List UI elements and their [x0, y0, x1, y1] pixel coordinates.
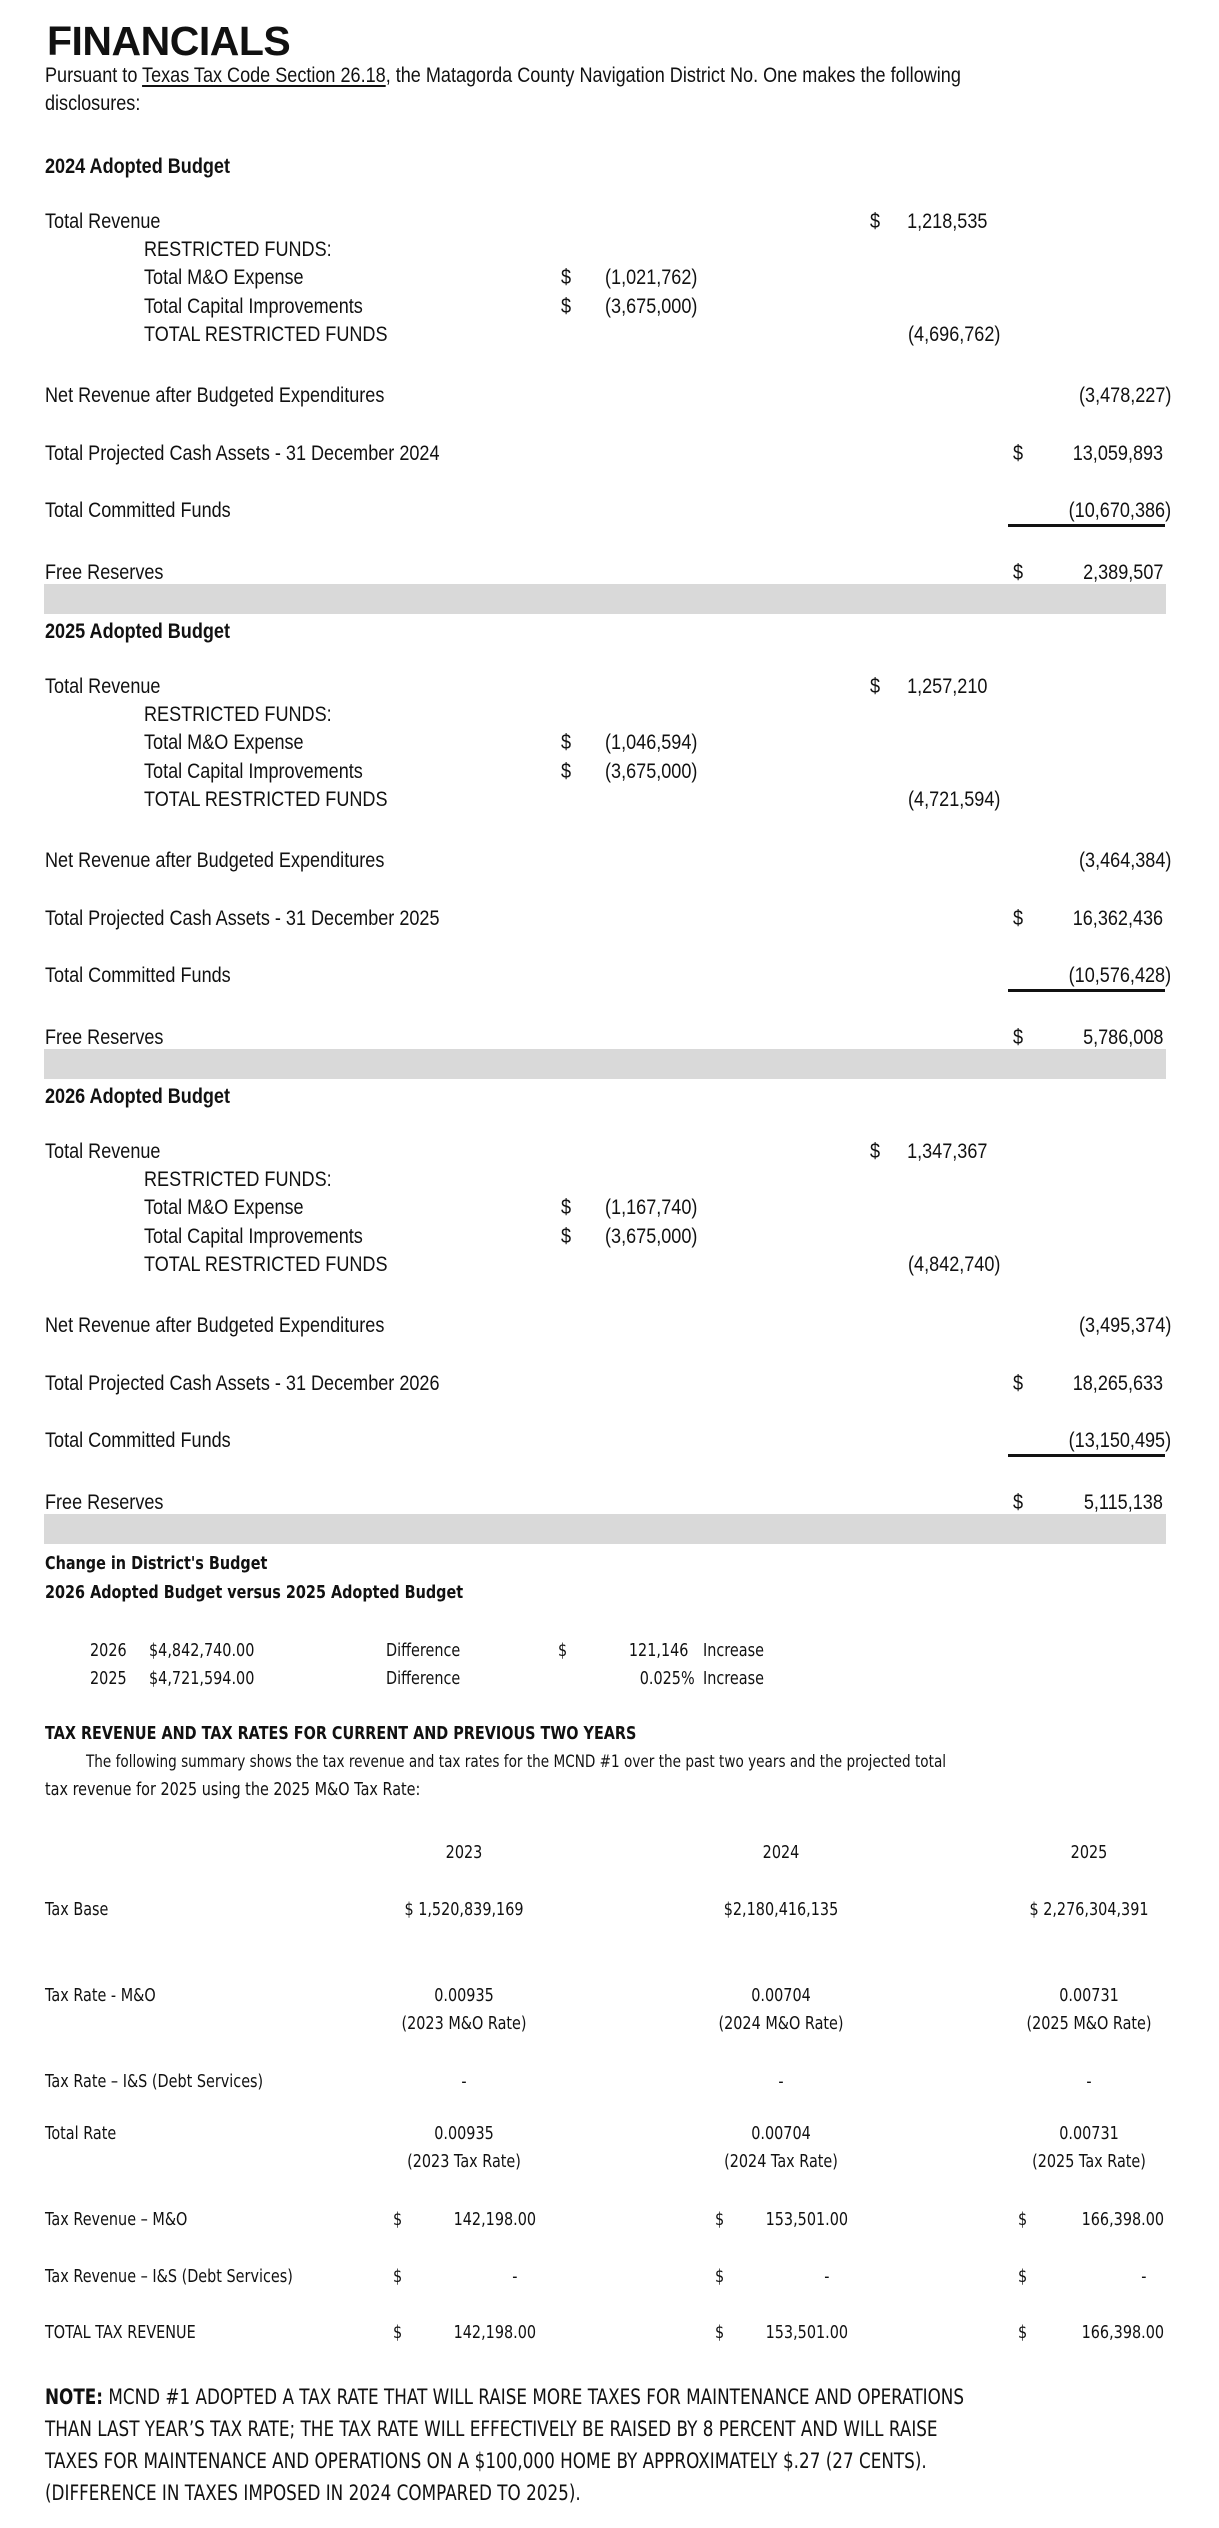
- total-revenue-label: Total Revenue: [45, 210, 161, 233]
- rate-mo-note-2023: (2023 M&O Rate): [401, 2013, 527, 2034]
- total-revenue-dollar: $: [870, 675, 881, 698]
- total-revenue-label: Total Revenue: [45, 675, 161, 698]
- projected-cash-value: 13,059,893: [1072, 442, 1163, 465]
- rev-mo-2025: 166,398.00: [1081, 2209, 1164, 2230]
- tax-row-label: Tax Revenue – I&S (Debt Services): [45, 2266, 293, 2287]
- mo-expense-label: Total M&O Expense: [144, 731, 304, 754]
- total-restricted-label: TOTAL RESTRICTED FUNDS: [144, 788, 388, 811]
- note-label: NOTE:: [45, 2385, 103, 2409]
- rev-is-dollar-2023: $: [393, 2266, 403, 2287]
- total-rate-note-2025: (2025 Tax Rate): [1032, 2151, 1146, 2172]
- committed-funds-underline: [1008, 524, 1165, 527]
- committed-funds-label: Total Committed Funds: [45, 964, 231, 987]
- rate-is-2025: -: [1086, 2071, 1092, 2092]
- tax-row-label: Tax Rate – I&S (Debt Services): [45, 2071, 264, 2092]
- total-restricted-value: (4,721,594): [907, 788, 1000, 811]
- total-revenue-value: 1,347,367: [906, 1140, 987, 1163]
- rate-mo-note-2025: (2025 M&O Rate): [1026, 2013, 1152, 2034]
- projected-cash-dollar: $: [1013, 907, 1024, 930]
- change-amount: $4,842,740.00: [149, 1640, 255, 1661]
- change-heading: Change in District's Budget: [45, 1553, 268, 1574]
- total-rate-2025: 0.00731: [1059, 2123, 1119, 2144]
- change-subheading: 2026 Adopted Budget versus 2025 Adopted Budget: [45, 1582, 464, 1603]
- budget-section: [0, 620, 1219, 1080]
- total-revenue-dollar: $: [870, 1140, 881, 1163]
- net-revenue-value: (3,464,384): [1078, 849, 1171, 872]
- total-restricted-label: TOTAL RESTRICTED FUNDS: [144, 1253, 388, 1276]
- committed-funds-value: (10,576,428): [1068, 964, 1171, 987]
- mo-expense-label: Total M&O Expense: [144, 266, 304, 289]
- rev-is-2024: -: [823, 2266, 829, 2287]
- total-restricted-value: (4,842,740): [907, 1253, 1000, 1276]
- change-percent: 0.025%: [640, 1668, 695, 1689]
- note-line-2: THAN LAST YEAR’S TAX RATE; THE TAX RATE WILL EFFECTIVELY BE RAISED BY 8 PERCENT AND WILL RAISE: [45, 2417, 938, 2441]
- total-revenue-dollar: $: [870, 210, 881, 233]
- projected-cash-label: Total Projected Cash Assets - 31 December 2024: [45, 442, 440, 465]
- net-revenue-label: Net Revenue after Budgeted Expenditures: [45, 384, 385, 407]
- total-revenue-value: 1,257,210: [906, 675, 987, 698]
- capital-improvements-label: Total Capital Improvements: [144, 1225, 363, 1248]
- change-direction: Increase: [703, 1668, 764, 1689]
- page-title: FINANCIALS: [47, 18, 291, 64]
- committed-funds-value: (13,150,495): [1068, 1429, 1171, 1452]
- total-rev-dollar-2024: $: [715, 2322, 725, 2343]
- intro-suffix: , the Matagorda County Navigation District No. One makes the following: [385, 64, 961, 87]
- capital-improvements-value: (3,675,000): [604, 295, 697, 318]
- free-reserves-dollar: $: [1013, 1491, 1024, 1514]
- rev-is-dollar-2025: $: [1018, 2266, 1028, 2287]
- projected-cash-label: Total Projected Cash Assets - 31 December 2025: [45, 907, 440, 930]
- rev-mo-2023: 142,198.00: [453, 2209, 536, 2230]
- mo-expense-value: (1,167,740): [604, 1196, 697, 1219]
- intro-line-1: [45, 64, 961, 88]
- free-reserves-label: Free Reserves: [45, 1491, 164, 1514]
- rate-mo-2024: 0.00704: [751, 1985, 811, 2006]
- total-restricted-value: (4,696,762): [907, 323, 1000, 346]
- note-line-3: TAXES FOR MAINTENANCE AND OPERATIONS ON A $100,000 HOME BY APPROXIMATELY $.27 (27 CENTS).: [45, 2449, 927, 2473]
- net-revenue-label: Net Revenue after Budgeted Expenditures: [45, 1314, 385, 1337]
- total-rate-2024: 0.00704: [751, 2123, 811, 2144]
- rev-mo-dollar-2024: $: [715, 2209, 725, 2230]
- tax-row-label: Tax Revenue – M&O: [45, 2209, 188, 2230]
- note-line-1: [45, 2385, 964, 2409]
- net-revenue-value: (3,478,227): [1078, 384, 1171, 407]
- tax-row-label: Total Rate: [45, 2123, 117, 2144]
- rev-is-2025: -: [1140, 2266, 1146, 2287]
- mo-expense-value: (1,046,594): [604, 731, 697, 754]
- capital-improvements-label: Total Capital Improvements: [144, 295, 363, 318]
- budget-heading: 2026 Adopted Budget: [45, 1085, 230, 1108]
- free-reserves-dollar: $: [1013, 561, 1024, 584]
- tax-row-label: Tax Rate - M&O: [45, 1985, 156, 2006]
- restricted-funds-label: RESTRICTED FUNDS:: [144, 238, 332, 261]
- rate-is-2023: -: [461, 2071, 467, 2092]
- tax-col-2025: 2025: [1070, 1842, 1108, 1863]
- capital-improvements-value: (3,675,000): [604, 760, 697, 783]
- committed-funds-label: Total Committed Funds: [45, 1429, 231, 1452]
- total-rev-2023: 142,198.00: [453, 2322, 536, 2343]
- projected-cash-value: 18,265,633: [1072, 1372, 1163, 1395]
- tax-col-2023: 2023: [445, 1842, 483, 1863]
- tax-row-label: Tax Base: [45, 1899, 109, 1920]
- capital-improvements-label: Total Capital Improvements: [144, 760, 363, 783]
- note-line-4: (DIFFERENCE IN TAXES IMPOSED IN 2024 COMPARED TO 2025).: [45, 2481, 581, 2505]
- intro-prefix: Pursuant to: [45, 64, 143, 87]
- total-rev-2025: 166,398.00: [1081, 2322, 1164, 2343]
- section-divider: [44, 1049, 1166, 1079]
- committed-funds-label: Total Committed Funds: [45, 499, 231, 522]
- note-text-1: MCND #1 ADOPTED A TAX RATE THAT WILL RAISE MORE TAXES FOR MAINTENANCE AND OPERATIONS: [103, 2385, 965, 2409]
- total-revenue-label: Total Revenue: [45, 1140, 161, 1163]
- projected-cash-value: 16,362,436: [1072, 907, 1163, 930]
- mo-expense-dollar: $: [561, 731, 572, 754]
- projected-cash-dollar: $: [1013, 442, 1024, 465]
- budget-section: [0, 1085, 1219, 1545]
- tax-base-2024: $2,180,416,135: [723, 1899, 839, 1920]
- change-difference-label: Difference: [386, 1668, 461, 1689]
- free-reserves-value: 2,389,507: [1082, 561, 1163, 584]
- committed-funds-underline: [1008, 989, 1165, 992]
- change-amount: $4,721,594.00: [149, 1668, 255, 1689]
- total-restricted-label: TOTAL RESTRICTED FUNDS: [144, 323, 388, 346]
- rev-is-dollar-2024: $: [715, 2266, 725, 2287]
- tax-intro-line-2: tax revenue for 2025 using the 2025 M&O Tax Rate:: [45, 1779, 421, 1800]
- rate-mo-2025: 0.00731: [1059, 1985, 1119, 2006]
- change-year: 2026: [90, 1640, 127, 1661]
- change-direction: Increase: [703, 1640, 764, 1661]
- mo-expense-label: Total M&O Expense: [144, 1196, 304, 1219]
- net-revenue-label: Net Revenue after Budgeted Expenditures: [45, 849, 385, 872]
- free-reserves-label: Free Reserves: [45, 561, 164, 584]
- total-rate-note-2024: (2024 Tax Rate): [724, 2151, 838, 2172]
- budget-heading: 2025 Adopted Budget: [45, 620, 230, 643]
- rev-mo-dollar-2025: $: [1018, 2209, 1028, 2230]
- free-reserves-label: Free Reserves: [45, 1026, 164, 1049]
- total-rate-2023: 0.00935: [434, 2123, 494, 2144]
- rev-mo-2024: 153,501.00: [765, 2209, 848, 2230]
- rate-is-2024: -: [778, 2071, 784, 2092]
- change-value: 121,146: [628, 1640, 688, 1661]
- intro-line-2: disclosures:: [45, 92, 141, 115]
- total-revenue-value: 1,218,535: [906, 210, 987, 233]
- capital-improvements-dollar: $: [561, 760, 572, 783]
- capital-improvements-value: (3,675,000): [604, 1225, 697, 1248]
- restricted-funds-label: RESTRICTED FUNDS:: [144, 1168, 332, 1191]
- tax-base-2025: $ 2,276,304,391: [1029, 1899, 1149, 1920]
- budget-section: [0, 155, 1219, 615]
- total-rate-note-2023: (2023 Tax Rate): [407, 2151, 521, 2172]
- rev-is-2023: -: [511, 2266, 517, 2287]
- free-reserves-value: 5,786,008: [1082, 1026, 1163, 1049]
- change-difference-label: Difference: [386, 1640, 461, 1661]
- free-reserves-value: 5,115,138: [1083, 1491, 1163, 1514]
- mo-expense-dollar: $: [561, 266, 572, 289]
- net-revenue-value: (3,495,374): [1078, 1314, 1171, 1337]
- tax-code-link[interactable]: Texas Tax Code Section 26.18: [142, 64, 386, 87]
- projected-cash-label: Total Projected Cash Assets - 31 December 2026: [45, 1372, 440, 1395]
- projected-cash-dollar: $: [1013, 1372, 1024, 1395]
- section-divider: [44, 1514, 1166, 1544]
- capital-improvements-dollar: $: [561, 295, 572, 318]
- budget-heading: 2024 Adopted Budget: [45, 155, 230, 178]
- capital-improvements-dollar: $: [561, 1225, 572, 1248]
- tax-heading: TAX REVENUE AND TAX RATES FOR CURRENT AND PREVIOUS TWO YEARS: [45, 1723, 637, 1744]
- rev-mo-dollar-2023: $: [393, 2209, 403, 2230]
- restricted-funds-label: RESTRICTED FUNDS:: [144, 703, 332, 726]
- rate-mo-note-2024: (2024 M&O Rate): [718, 2013, 844, 2034]
- rate-mo-2023: 0.00935: [434, 1985, 494, 2006]
- total-rev-dollar-2023: $: [393, 2322, 403, 2343]
- total-rev-dollar-2025: $: [1018, 2322, 1028, 2343]
- tax-row-label: TOTAL TAX REVENUE: [45, 2322, 196, 2343]
- mo-expense-value: (1,021,762): [604, 266, 697, 289]
- change-dollar: $: [558, 1640, 568, 1661]
- free-reserves-dollar: $: [1013, 1026, 1024, 1049]
- tax-base-2023: $ 1,520,839,169: [404, 1899, 524, 1920]
- committed-funds-underline: [1008, 1454, 1165, 1457]
- total-rev-2024: 153,501.00: [765, 2322, 848, 2343]
- committed-funds-value: (10,670,386): [1068, 499, 1171, 522]
- section-divider: [44, 584, 1166, 614]
- tax-col-2024: 2024: [762, 1842, 800, 1863]
- mo-expense-dollar: $: [561, 1196, 572, 1219]
- change-year: 2025: [90, 1668, 127, 1689]
- tax-intro-line-1: The following summary shows the tax revenue and tax rates for the MCND #1 over the past two years and the projected total: [86, 1752, 947, 1772]
